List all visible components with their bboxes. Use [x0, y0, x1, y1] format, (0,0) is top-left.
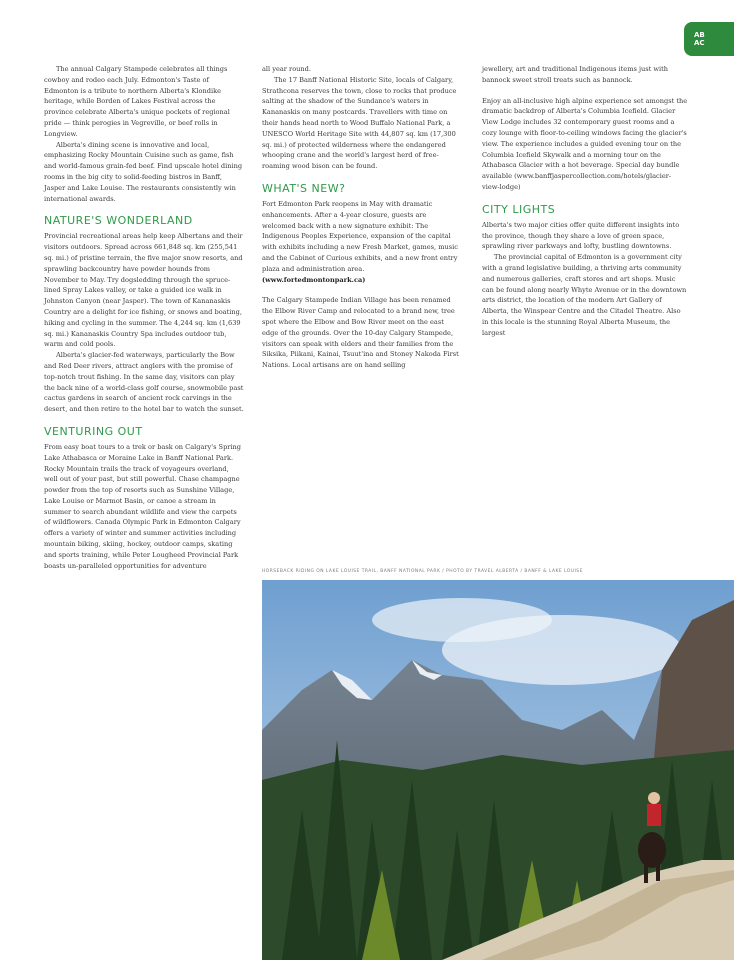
paragraph: From easy boat tours to a trek or bask on Calgary's Spring Lake Athabasca or Moraine Lake in Banff National Park. Rocky Mountain trails the track of voyageurs overland, well out of your past, but still powerful. Chase champagne powder from the top of resorts such as Sunshine Village, Lake Louise or Marmot Basin, or canoe a stream in summer to search abundant wildlife and view the carpets of wildflowers. Canada Olympic Park in Edmonton Calgary offers a variety of winter and summer activities including mountain biking, skiing, hockey, outdoor camps, skating and sports training, while Peter Lougheed Provincial Park boasts un-paralleled opportunities for adventure	[44, 442, 242, 570]
tab-label-1: AB	[694, 31, 705, 39]
tab-label-2: AC	[694, 39, 705, 47]
section-heading-whats-new: WHAT'S NEW?	[262, 181, 346, 195]
column-2	[262, 64, 462, 371]
paragraph: Alberta's dining scene is innovative and local, emphasizing Rocky Mountain Cuisine such as game, fish and world-famous grain-fed beef. Find upscale hotel dining rooms in the big city to solid-feeding bistros in Banff, Jasper and Lake Louise. The restaurants consistently win international awards.	[44, 140, 243, 203]
paragraph: The annual Calgary Stampede celebrates all things cowboy and rodeo each July. Edmonton's Taste of Edmonton is a tribute to northern Alberta's Klondike heritage, while Borden of Lakes Festival across the province celebrate Alberta's unique pockets of regional pride — think perogies in Vegreville, or beef rolls in Longview.	[44, 65, 230, 138]
column-3	[482, 64, 688, 339]
paragraph: The 17 Banff National Historic Site, locals of Calgary, Strathcona reserves the town, close to rocks that produce salting at the shadow of the Sundance's waters in Kananaskis on many postcards. Travellers with time on their hands head north to Wood Buffalo National Park, a UNESCO World Heritage Site with 44,807 sq. km (17,300 sq. mi.) of protected wilderness where the endangered whooping crane and the world's largest herd of free-roaming wood bison can be found.	[262, 75, 457, 171]
mountain-trail-illustration	[262, 580, 734, 960]
paragraph: Alberta's two major cities offer quite different insights into the province, though they share a love of green space, sprawling river parkways and lofty, bustling downtowns.	[482, 220, 680, 251]
landscape-photo	[262, 580, 734, 960]
column-1	[44, 64, 244, 571]
fort-edmonton-link[interactable]: (www.fortedmontonpark.ca)	[262, 275, 366, 284]
section-tab	[684, 22, 734, 56]
photo-caption: HORSEBACK RIDING ON LAKE LOUISE TRAIL, BANFF NATIONAL PARK / PHOTO BY TRAVEL ALBERTA / BANFF & LAKE LOUISE	[262, 569, 583, 574]
paragraph: jewellery, art and traditional Indigenous items just with bannock sweet stroll treats such as bannock.	[482, 65, 669, 84]
section-heading-natures-wonderland: NATURE'S WONDERLAND	[44, 214, 193, 228]
section-heading-city-lights: CITY LIGHTS	[482, 202, 556, 216]
paragraph: Enjoy an all-inclusive high alpine experience set amongst the dramatic backdrop of Alberta's Columbia Icefield. Glacier View Lodge includes 32 contemporary guest rooms and a cozy lounge with floor-to-ceiling windows facing the glacier's view. The experience includes a guided evening tour on the Columbia Icefield Skywalk and a morning tour on the Athabasca Glacier with a hot beverage. Special day bundle available (www.banffjaspercollection.com/hotels/glacier-view-lodge)	[482, 96, 688, 191]
section-heading-venturing-out: VENTURING OUT	[44, 424, 143, 438]
paragraph: all year round.	[262, 65, 311, 73]
paragraph: Provincial recreational areas help keep Albertans and their visitors outdoors. Spread across 661,848 sq. km (255,541 sq. mi.) of pristine terrain, the five major snow resorts, and sprawling backcountry have powder hounds from November to May. Try dogsledding through the spruce-lined Spray Lakes valley, or take a guided ice walk in Johnston Canyon (near Jasper). The town of Kananaskis Country are a delight for ice fishing, or snows and boating, hiking and cycling in the summer. The 4,244 sq. km (1,639 sq. mi.) Kananaskis Country Spa includes outdoor tub, warm and cold pools.	[44, 232, 243, 349]
paragraph: The Calgary Stampede Indian Village has been renamed the Elbow River Camp and relocated to a brand new, tree spot where the Elbow and Bow River meet on the east edge of the grounds. Over the 10-day Calgary Stampede, visitors can speak with elders and their families from the Siksika, Piikani, Kainai, Tsuut'ina and Stoney Nakoda First Nations. Local artisans are on hand selling	[262, 296, 459, 370]
paragraph: Fort Edmonton Park reopens in May with dramatic enhancements. After a 4-year closure, guests are welcomed back with a new signature exhibit: The Indigenous Peoples Experience, expansion of the capital with exhibits including a new Fresh Market, games, music and the Cabinet of Curious exhibits, and a new front entry plaza and administration area.	[262, 199, 458, 273]
paragraph: The provincial capital of Edmonton is a government city with a grand legislative building, a thriving arts community and numerous galleries, craft stores and art shops. Music can be found along nearly Whyte Avenue or in the downtown arts district, the location of the modern Art Gallery of Alberta, the Winspear Centre and the Citadel Theatre. Also in this locale is the stunning Royal Alberta Museum, the largest	[482, 253, 687, 337]
paragraph: Alberta's glacier-fed waterways, particularly the Bow and Red Deer rivers, attract anglers with the promise of top-notch trout fishing. In the same day, visitors can play the back nine of a world-class golf course, snowmobile past cactus gardens in search of ancient rock carvings in the desert, and then retire to the hotel bar to watch the sunset.	[44, 351, 244, 414]
